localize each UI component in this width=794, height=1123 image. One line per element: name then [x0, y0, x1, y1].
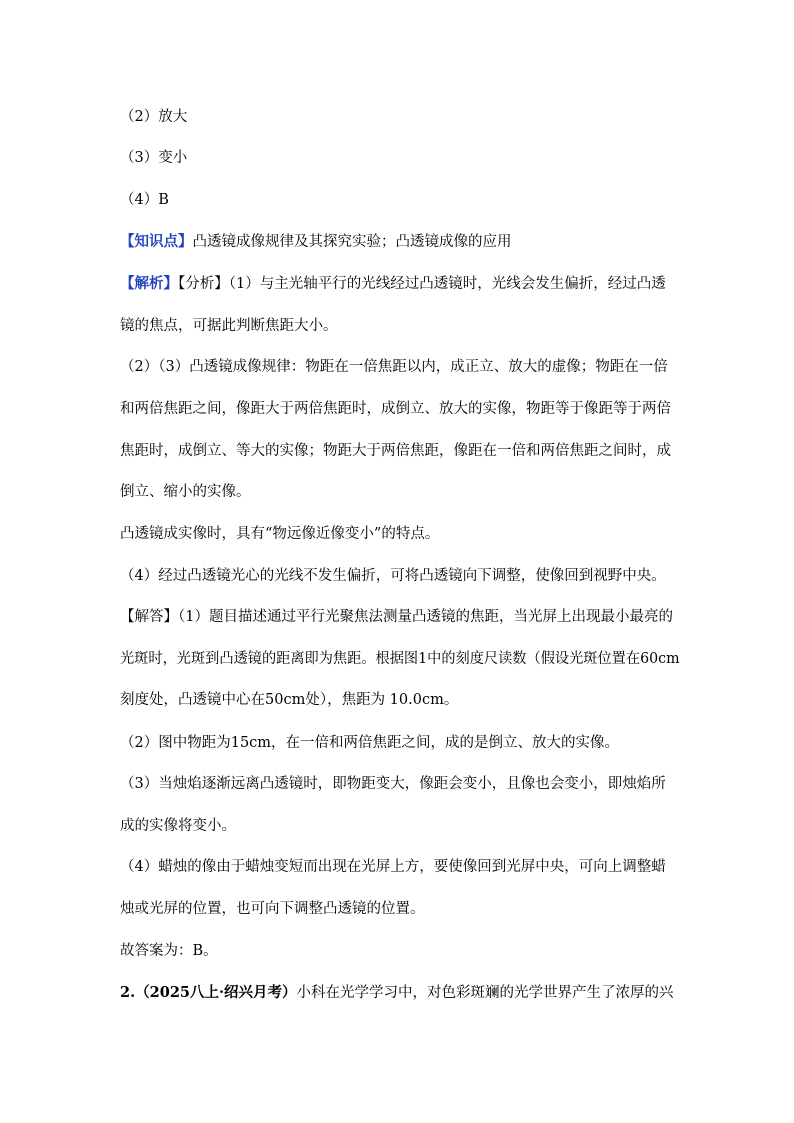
solution-line-1: 【解答】（1）题目描述通过平行光聚焦法测量凸透镜的焦距，当光屏上出现最小最亮的: [120, 609, 673, 625]
answer-4: （4）B: [120, 192, 169, 208]
solution-line-2: 光斑时，光斑到凸透镜的距离即为焦距。根据图1中的刻度尺读数（假设光斑位置在60cm: [120, 651, 680, 667]
question-number: 2.: [120, 984, 136, 1001]
final-answer: 故答案为：B。: [120, 943, 218, 959]
analysis-line-8: （4）经过凸透镜光心的光线不发生偏折，可将凸透镜向下调整，使像回到视野中央。: [120, 568, 666, 584]
analysis-tag: 【解析】: [120, 275, 178, 292]
analysis-line-4: 和两倍焦距之间，像距大于两倍焦距时，成倒立、放大的实像，物距等于像距等于两倍: [120, 401, 671, 417]
solution-line-8: 烛或光屏的位置，也可向下调整凸透镜的位置。: [120, 901, 425, 917]
question-source: （2025八上·绍兴月考）: [135, 984, 297, 1001]
solution-line-3: 刻度处，凸透镜中心在50cm处），焦距为 10.0cm。: [120, 692, 459, 708]
question-text: 小科在光学学习中，对色彩斑斓的光学世界产生了浓厚的兴: [296, 985, 674, 1001]
analysis-line-7: 凸透镜成实像时，具有“物远像近像变小”的特点。: [120, 526, 440, 542]
solution-line-7: （4）蜡烛的像由于蜡烛变短而出现在光屏上方，要使像回到光屏中央，可向上调整蜡: [120, 859, 666, 875]
analysis-line-1: [120, 274, 666, 294]
analysis-line-5: 焦距时，成倒立、等大的实像；物距大于两倍焦距，像距在一倍和两倍焦距之间时，成: [120, 443, 671, 459]
analysis-line-3: （2）（3）凸透镜成像规律：物距在一倍焦距以内，成正立、放大的虚像；物距在一倍: [120, 359, 668, 375]
solution-line-4: （2）图中物距为15cm，在一倍和两倍焦距之间，成的是倒立、放大的实像。: [120, 735, 620, 751]
analysis-line-2: 镜的焦点，可据此判断焦距大小。: [120, 318, 338, 334]
analysis-line-6: 倒立、缩小的实像。: [120, 484, 251, 500]
next-question: [120, 983, 674, 1003]
knowledge-point-tag: 【知识点】: [120, 233, 193, 250]
answer-2: （2）放大: [120, 109, 188, 125]
solution-line-6: 成的实像将变小。: [120, 818, 236, 834]
knowledge-point-text: 凸透镜成像规律及其探究实验；凸透镜成像的应用: [192, 234, 512, 250]
analysis-text-1: 【分析】（1）与主光轴平行的光线经过凸透镜时，光线会发生偏折，经过凸透: [178, 276, 666, 292]
knowledge-point: [120, 232, 512, 252]
solution-line-5: （3）当烛焰逐渐远离凸透镜时，即物距变大，像距会变小，且像也会变小，即烛焰所: [120, 776, 666, 792]
answer-3: （3）变小: [120, 150, 188, 166]
